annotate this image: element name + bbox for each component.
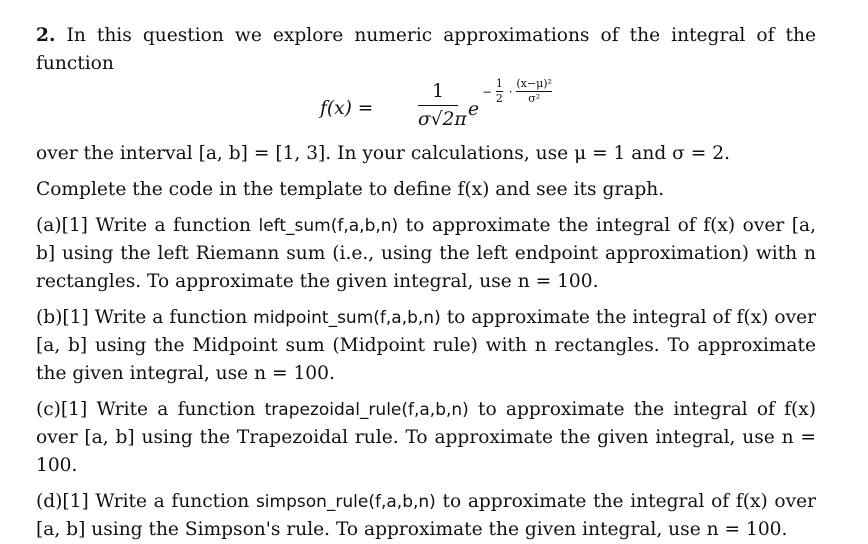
part-c-function: trapezoidal_rule(f,a,b,n) (264, 400, 469, 420)
part-c-label: (c)[1] Write a function (36, 399, 265, 420)
exponent-sign: − (482, 84, 493, 99)
part-b-text: to approximate the integral of f(x) over [a, b] using the Midpoint sum (Midpoint rule) with n rectangles. To approximate the given integral, use n = 100. (36, 307, 816, 384)
fraction-denominator: σ√2π (418, 109, 467, 130)
fraction-numerator: 1 (432, 81, 444, 102)
exponent-numerator: (x−μ)² (516, 77, 552, 90)
part-a-function: left_sum(f,a,b,n) (258, 216, 399, 236)
part-d-text: to approximate the integral of f(x) over [a, b] using the Simpson's rule. To approximate the given integral, use n = 100. (36, 491, 816, 540)
question-number: 2. (36, 25, 56, 46)
part-b-label: (b)[1] Write a function (36, 307, 254, 328)
interval-statement: over the interval [a, b] = [1, 3]. In your calculations, use μ = 1 and σ = 2. (36, 143, 731, 164)
part-b-function: midpoint_sum(f,a,b,n) (253, 308, 441, 328)
question-intro (36, 22, 816, 78)
part-a-text: to approximate the integral of f(x) over [a, b] using the left Riemann sum (i.e., using the left endpoint approximation) with n rectangles. To approximate the given integral, use n = 100. (36, 215, 816, 292)
intro-text: In this question we explore numeric approximations of the integral of the function (36, 25, 816, 74)
exponent-fraction (516, 78, 552, 105)
part-a (36, 212, 816, 296)
part-a-label: (a)[1] Write a function (36, 215, 259, 236)
part-d-label: (d)[1] Write a function (36, 491, 256, 512)
exponent-dot: · (508, 84, 513, 99)
fraction-bar (418, 105, 458, 106)
question-document (36, 22, 816, 544)
exponent-denominator: σ² (528, 92, 541, 105)
exponential-base: e (468, 99, 480, 120)
function-formula (36, 78, 816, 140)
exponent (482, 78, 554, 105)
complete-code-statement: Complete the code in the template to define f(x) and see its graph. (36, 179, 665, 200)
part-b (36, 304, 816, 388)
exponent-half (496, 78, 503, 105)
exponent-half-numerator: 1 (495, 77, 503, 90)
part-c (36, 396, 816, 480)
exponent-half-denominator: 2 (495, 92, 503, 105)
formula-fraction (418, 81, 467, 132)
part-c-text: to approximate the integral of f(x) over [a, b] using the Trapezoidal rule. To approximate the given integral, use n = 100. (36, 399, 816, 476)
part-d-function: simpson_rule(f,a,b,n) (255, 492, 436, 512)
formula-lhs: f(x) = (320, 98, 374, 119)
part-d (36, 488, 816, 544)
